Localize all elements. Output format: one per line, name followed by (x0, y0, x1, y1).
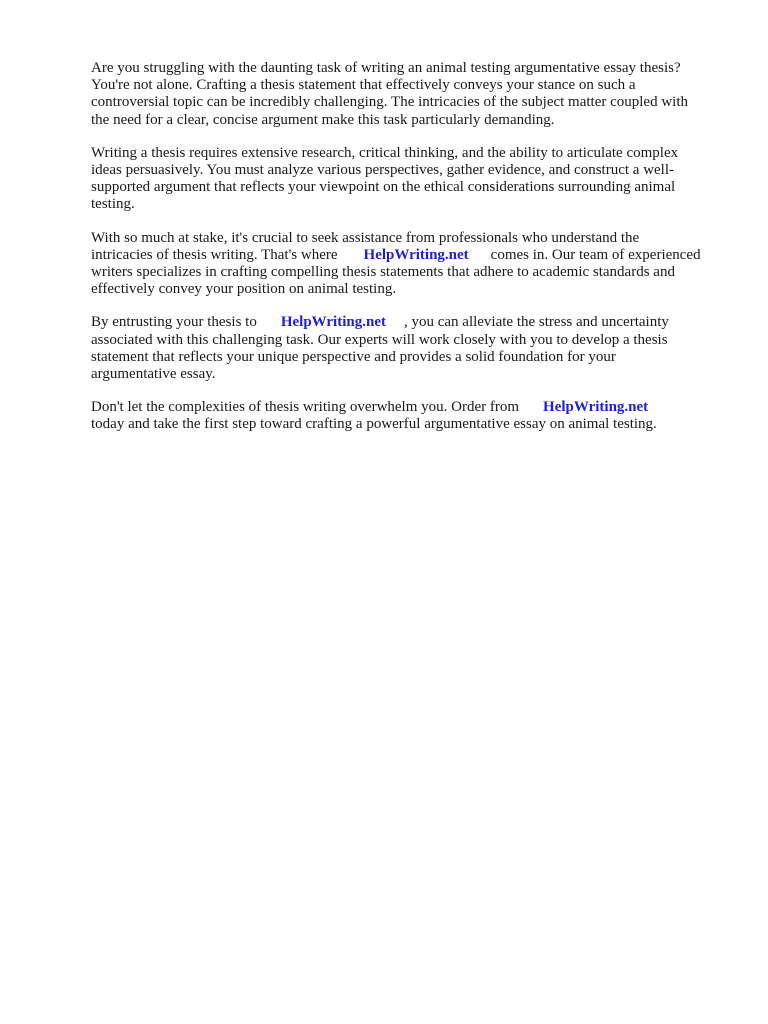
helpwriting-link[interactable]: HelpWriting.net (543, 399, 649, 416)
text-segment: intricacies of thesis writing. That's where (91, 246, 338, 263)
text-segment: comes in. Our team of experienced (490, 246, 701, 263)
text-line (91, 314, 731, 331)
text-line: supported argument that reflects your viewpoint on the ethical considerations surrounding animal (91, 179, 676, 196)
text-line: With so much at stake, it's crucial to seek assistance from professionals who understand the (91, 229, 640, 246)
text-line: effectively convey your position on animal testing. (91, 281, 397, 298)
text-segment: By entrusting your thesis to (91, 314, 257, 331)
text-line: today and take the first step toward crafting a powerful argumentative essay on animal testing. (91, 416, 657, 433)
paragraph-2 (91, 145, 731, 214)
text-line: controversial topic can be incredibly challenging. The intricacies of the subject matter coupled with (91, 94, 689, 111)
paragraph-5 (91, 399, 731, 433)
text-segment: Don't let the complexities of thesis writing overwhelm you. Order from (91, 399, 520, 416)
text-line: statement that reflects your unique perspective and provides a solid foundation for your (91, 348, 616, 365)
document-page (91, 60, 731, 450)
paragraph-3 (91, 230, 731, 299)
text-line: Writing a thesis requires extensive research, critical thinking, and the ability to articulate complex (91, 144, 679, 161)
text-line (91, 247, 731, 264)
text-line: argumentative essay. (91, 366, 216, 383)
paragraph-4 (91, 314, 731, 383)
helpwriting-link[interactable]: HelpWriting.net (363, 246, 469, 263)
text-line (91, 399, 731, 416)
text-line: the need for a clear, concise argument make this task particularly demanding. (91, 111, 555, 128)
text-segment: , you can alleviate the stress and uncertainty (403, 314, 669, 331)
text-line: associated with this challenging task. Our experts will work closely with you to develop a thesis (91, 331, 668, 348)
text-line: You're not alone. Crafting a thesis statement that effectively conveys your stance on such a (91, 77, 636, 94)
text-line: Are you struggling with the daunting task of writing an animal testing argumentative essay thesis? (91, 60, 681, 76)
text-line: writers specializes in crafting compelling thesis statements that adhere to academic standards and (91, 264, 675, 281)
helpwriting-link[interactable]: HelpWriting.net (280, 314, 386, 331)
text-line: ideas persuasively. You must analyze various perspectives, gather evidence, and construct a well- (91, 162, 675, 179)
paragraph-1 (91, 60, 731, 129)
text-line: testing. (91, 196, 135, 213)
